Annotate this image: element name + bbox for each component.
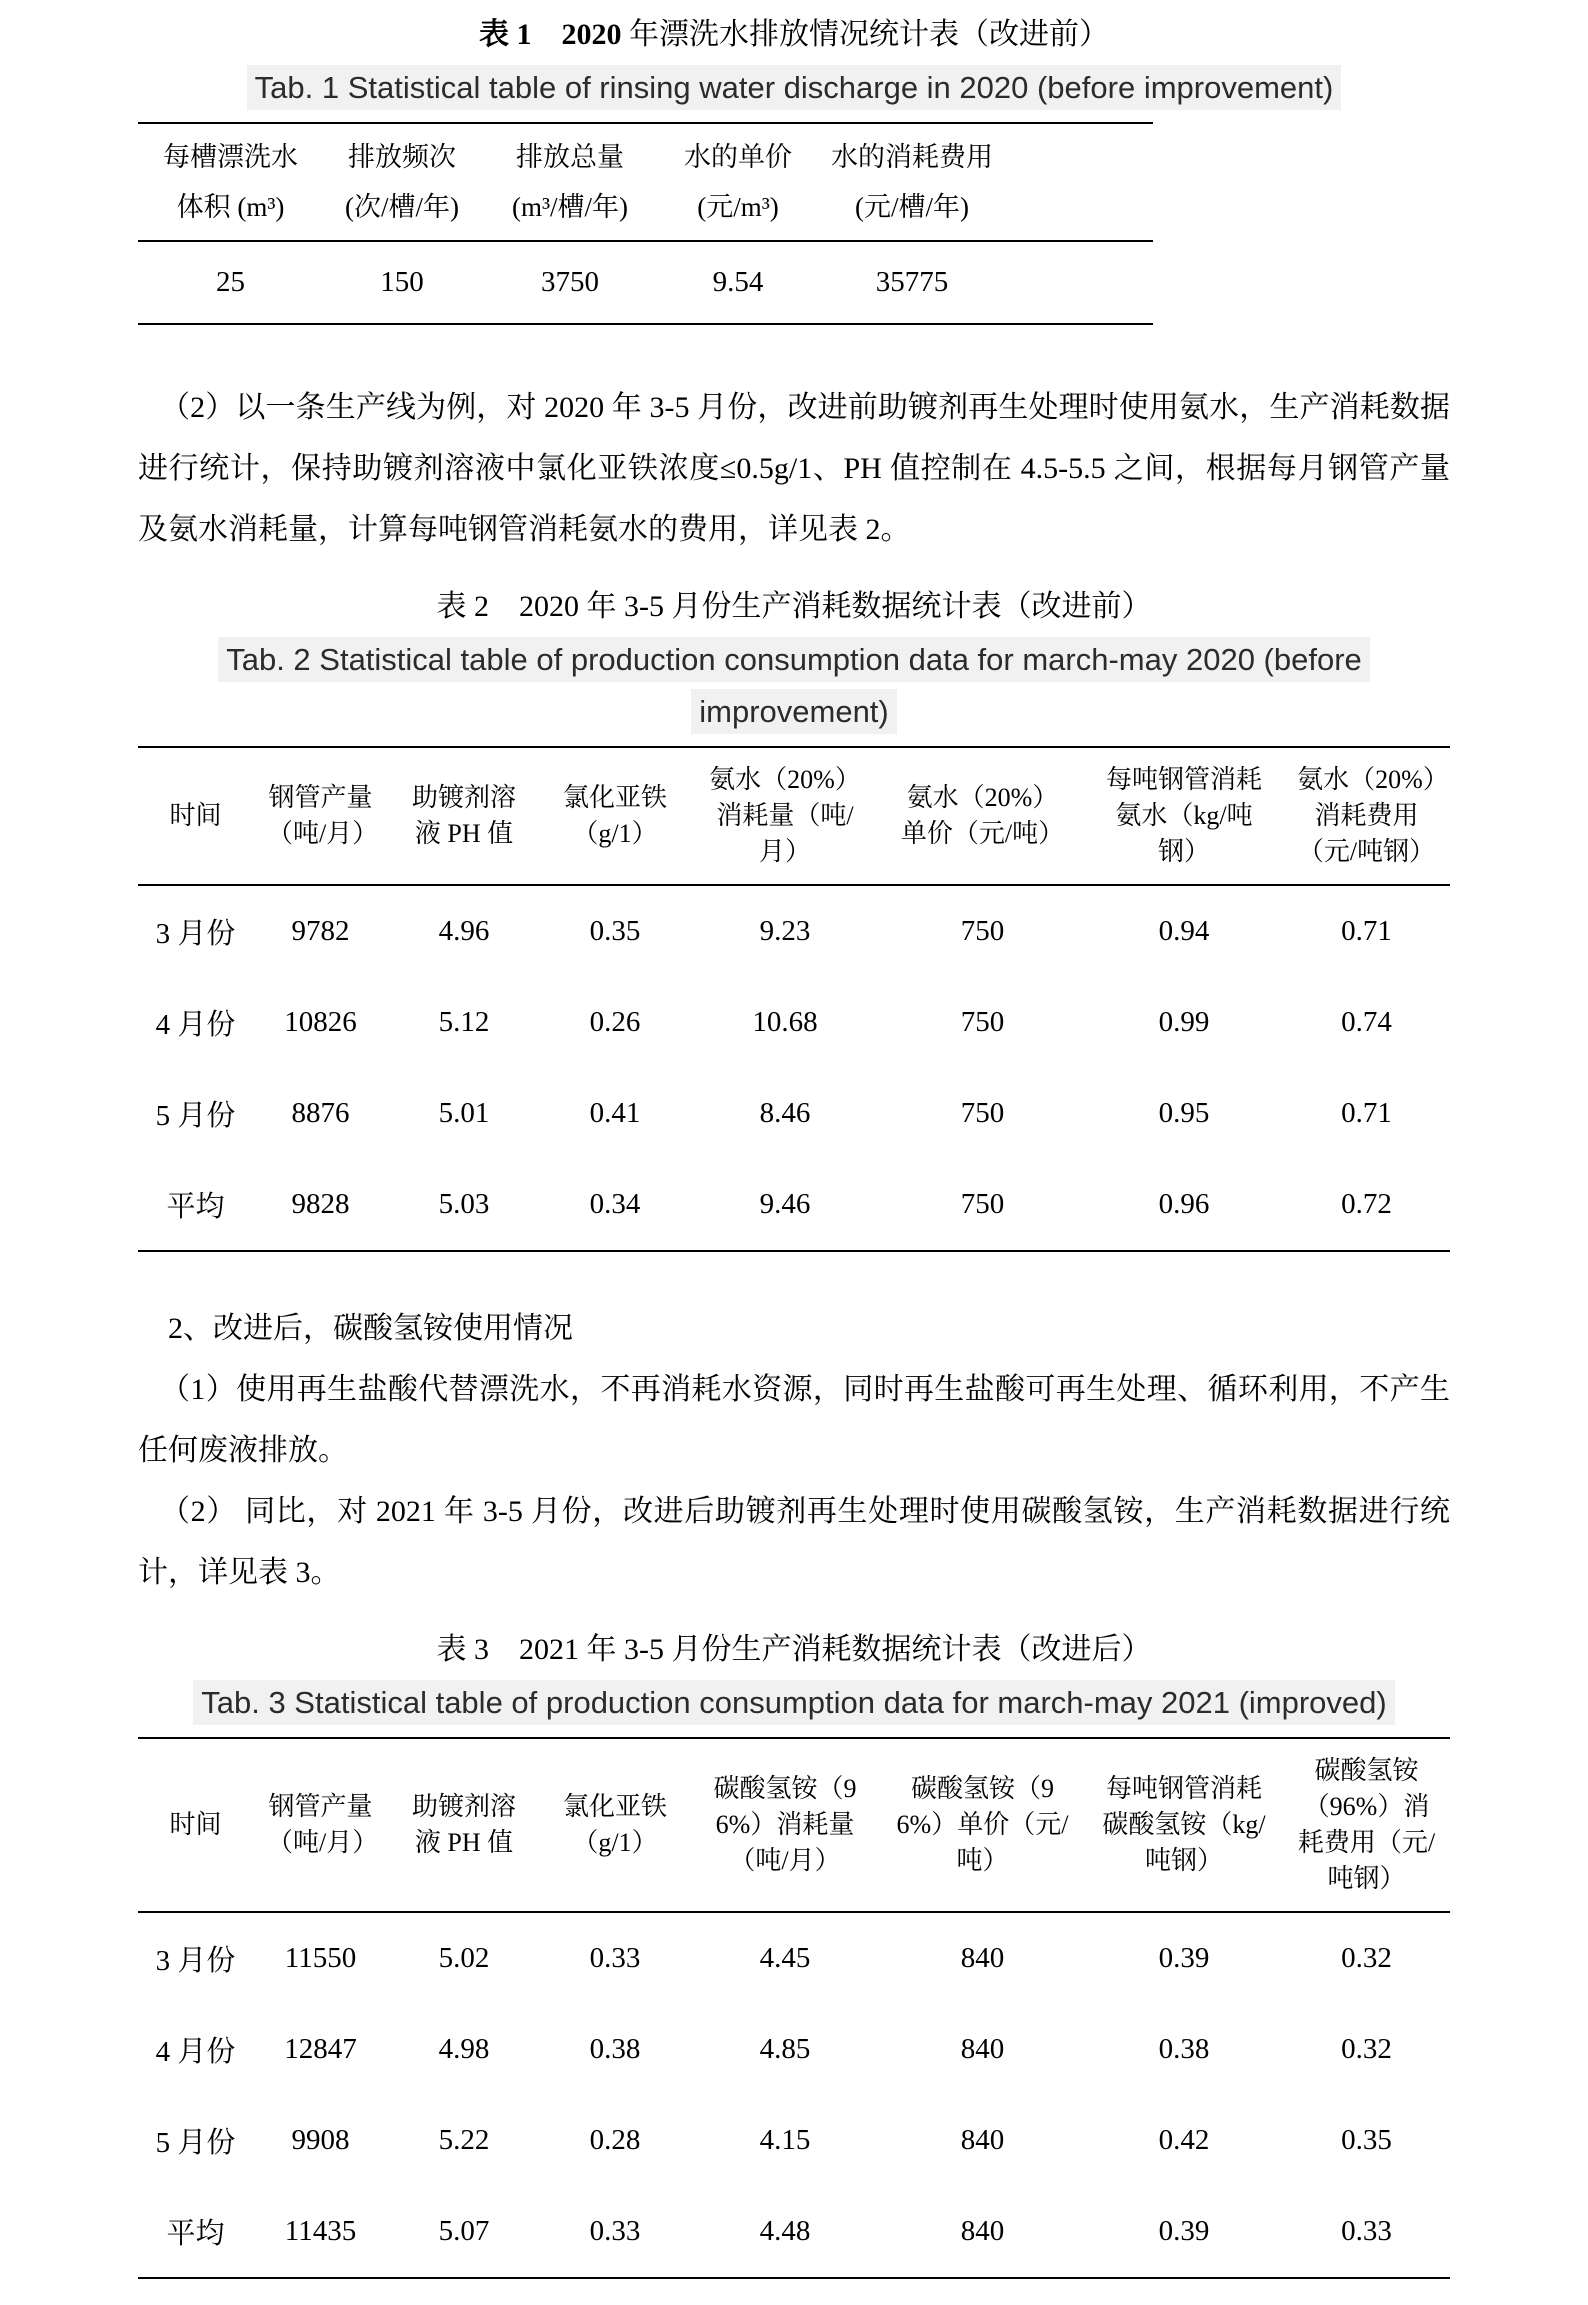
table-cell: 11435 — [284, 2215, 357, 2247]
table-cell: 5.02 — [438, 1942, 490, 1974]
section2-paragraph-1: （1）使用再生盐酸代替漂洗水，不再消耗水资源，同时再生盐酸可再生处理、循环利用，不产生任何废液排放。 — [138, 1373, 1450, 1467]
table-cell: 3750 — [541, 266, 599, 298]
table-cell: 5.03 — [438, 1188, 490, 1220]
table-cell: 0.28 — [589, 2124, 641, 2156]
table-cell: 0.33 — [1341, 2215, 1392, 2247]
table-cell: 3 月份 — [155, 1945, 236, 1977]
table-cell: 5.12 — [438, 1006, 490, 1038]
table-cell: 0.42 — [1158, 2124, 1210, 2156]
table-cell: 0.26 — [589, 1006, 641, 1038]
table-cell: 0.74 — [1341, 1006, 1392, 1038]
table2-header-row — [138, 747, 1450, 885]
table-row — [138, 2186, 1450, 2278]
table-cell: 8876 — [291, 1097, 350, 1129]
table-cell: 5 月份 — [155, 2127, 236, 2159]
column-header: 碳酸氢铵（96%）单价（元/吨） — [896, 1774, 1069, 1875]
column-header: 氨水（20%）消耗量（吨/月） — [709, 765, 861, 866]
column-header: 水的消耗费用 (元/槽/年) — [831, 142, 993, 222]
table-cell: 0.32 — [1341, 1942, 1392, 1974]
table-cell: 0.94 — [1158, 915, 1210, 947]
table-cell: 9.54 — [712, 266, 764, 298]
column-header: 时间 — [169, 801, 222, 830]
column-header: 排放频次 (次/槽/年) — [345, 142, 459, 222]
table1-caption-zh-rest: 年漂洗水排放情况统计表（改进前） — [621, 18, 1109, 51]
table-cell: 4.96 — [438, 915, 490, 947]
table-cell: 150 — [380, 266, 424, 298]
table-cell: 0.35 — [589, 915, 641, 947]
table-cell: 0.71 — [1341, 1097, 1392, 1129]
table-cell: 0.33 — [589, 2215, 641, 2247]
table-cell: 4 月份 — [155, 2036, 236, 2068]
table-cell: 4.45 — [759, 1942, 811, 1974]
table2-consumption-2020 — [138, 746, 1450, 1252]
table-cell: 0.95 — [1158, 1097, 1210, 1129]
column-header: 水的单价 (元/m³) — [684, 142, 792, 222]
table3-caption-en-text: Tab. 3 Statistical table of production consumption data for march-may 2021 (improved) — [193, 1680, 1394, 1725]
table-cell: 5 月份 — [155, 1100, 236, 1132]
table2-caption-en — [138, 634, 1450, 738]
section2-paragraph-2: （2） 同比，对 2021 年 3-5 月份，改进后助镀剂再生处理时使用碳酸氢铵，生产消耗数据进行统计，详见表 3。 — [138, 1495, 1450, 1589]
table-cell: 0.71 — [1341, 915, 1392, 947]
table-cell: 35775 — [875, 266, 949, 298]
column-header: 氨水（20%）单价（元/吨） — [900, 783, 1065, 848]
section2-heading: 2、改进后，碳酸氢铵使用情况 — [168, 1312, 573, 1345]
table-cell: 0.99 — [1158, 1006, 1210, 1038]
table-cell: 0.34 — [589, 1188, 641, 1220]
table-cell: 10.68 — [752, 1006, 818, 1038]
table-cell: 4.85 — [759, 2033, 811, 2065]
table-cell: 9.23 — [759, 915, 811, 947]
table-row — [138, 1159, 1450, 1251]
filler-cell — [1007, 123, 1153, 241]
table-cell: 0.96 — [1158, 1188, 1210, 1220]
table-cell: 840 — [960, 2124, 1005, 2156]
table-cell: 0.33 — [589, 1942, 641, 1974]
table3-header-row — [138, 1738, 1450, 1912]
table-cell: 750 — [960, 1097, 1005, 1129]
table-cell: 0.32 — [1341, 2033, 1392, 2065]
table-cell: 4.48 — [759, 2215, 811, 2247]
table-cell: 10826 — [284, 1006, 357, 1038]
table-cell: 9782 — [291, 915, 350, 947]
column-header: 排放总量 (m³/槽/年) — [511, 142, 629, 222]
table-cell: 5.07 — [438, 2215, 490, 2247]
table-cell: 25 — [216, 266, 245, 298]
table2-caption-zh: 表 2 2020 年 3-5 月份生产消耗数据统计表（改进前） — [436, 590, 1152, 623]
table1-caption-en — [138, 62, 1450, 114]
column-header: 氯化亚铁（g/1） — [562, 1792, 667, 1857]
table-cell: 840 — [960, 2033, 1005, 2065]
table-cell: 5.22 — [438, 2124, 490, 2156]
column-header: 每槽漂洗水 体积 (m³) — [163, 142, 298, 222]
table-cell: 8.46 — [759, 1097, 811, 1129]
table-cell: 平均 — [166, 2218, 225, 2250]
table-cell: 9828 — [291, 1188, 350, 1220]
table-row — [138, 2004, 1450, 2095]
table-row — [138, 2095, 1450, 2186]
table3-consumption-2021 — [138, 1737, 1450, 2279]
table3-caption-en — [138, 1677, 1450, 1729]
table-cell: 750 — [960, 1188, 1005, 1220]
table-cell: 750 — [960, 1006, 1005, 1038]
column-header: 钢管产量（吨/月） — [267, 1792, 379, 1857]
column-header: 时间 — [169, 1810, 222, 1839]
table-cell: 0.38 — [1158, 2033, 1210, 2065]
table-cell: 4 月份 — [155, 1009, 236, 1041]
filler-cell — [1007, 241, 1153, 324]
table-row — [138, 1068, 1450, 1159]
table-cell: 平均 — [166, 1191, 225, 1223]
table1-data-row — [138, 241, 1153, 324]
column-header: 每吨钢管消耗碳酸氢铵（kg/吨钢） — [1102, 1774, 1266, 1875]
column-header: 钢管产量（吨/月） — [267, 783, 379, 848]
table-cell: 9908 — [291, 2124, 350, 2156]
table-cell: 0.72 — [1341, 1188, 1392, 1220]
column-header: 助镀剂溶液 PH 值 — [411, 783, 516, 848]
table-cell: 0.38 — [589, 2033, 641, 2065]
table-cell: 4.98 — [438, 2033, 490, 2065]
table-cell: 840 — [960, 1942, 1005, 1974]
table-cell: 0.41 — [589, 1097, 641, 1129]
table-cell: 9.46 — [759, 1188, 811, 1220]
table-cell: 750 — [960, 915, 1005, 947]
table2-caption-en-text: Tab. 2 Statistical table of production consumption data for march-may 2020 (before improvement) — [218, 637, 1370, 734]
column-header: 氯化亚铁（g/1） — [562, 783, 667, 848]
table-cell: 0.39 — [1158, 2215, 1210, 2247]
table1-header-row — [138, 123, 1153, 241]
table-cell: 3 月份 — [155, 918, 236, 950]
column-header: 碳酸氢铵（96%）消耗量（吨/月） — [713, 1774, 857, 1875]
table-cell: 5.01 — [438, 1097, 490, 1129]
table-cell: 12847 — [284, 2033, 357, 2065]
table3-caption-zh: 表 3 2021 年 3-5 月份生产消耗数据统计表（改进后） — [436, 1633, 1152, 1666]
table1-caption-zh-bold: 表 1 2020 — [479, 18, 622, 51]
table1-caption-en-text: Tab. 1 Statistical table of rinsing water discharge in 2020 (before improvement) — [247, 65, 1342, 110]
table-row — [138, 1912, 1450, 2004]
table-cell: 4.15 — [759, 2124, 811, 2156]
table-row — [138, 977, 1450, 1068]
column-header: 助镀剂溶液 PH 值 — [411, 1792, 516, 1857]
table1-rinsing-water-discharge — [138, 122, 1153, 325]
table1-caption-zh — [138, 14, 1450, 56]
table-cell: 0.35 — [1341, 2124, 1392, 2156]
table-cell: 840 — [960, 2215, 1005, 2247]
table-cell: 0.39 — [1158, 1942, 1210, 1974]
table-row — [138, 885, 1450, 977]
paragraph-production-line-example: （2）以一条生产线为例，对 2020 年 3-5 月份，改进前助镀剂再生处理时使用氨水，生产消耗数据进行统计，保持助镀剂溶液中氯化亚铁浓度≤0.5g/1、PH 值控制在 4.5-5.5 之间，根据每月钢管产量及氨水消耗量，计算每吨钢管消耗氨水的费用，详见表 2。 — [138, 391, 1450, 546]
column-header: 氨水（20%）消耗费用（元/吨钢） — [1297, 765, 1436, 866]
column-header: 每吨钢管消耗氨水（kg/吨钢） — [1105, 765, 1262, 866]
table-cell: 11550 — [284, 1942, 357, 1974]
column-header: 碳酸氢铵（96%）消耗费用（元/吨钢） — [1297, 1756, 1436, 1893]
